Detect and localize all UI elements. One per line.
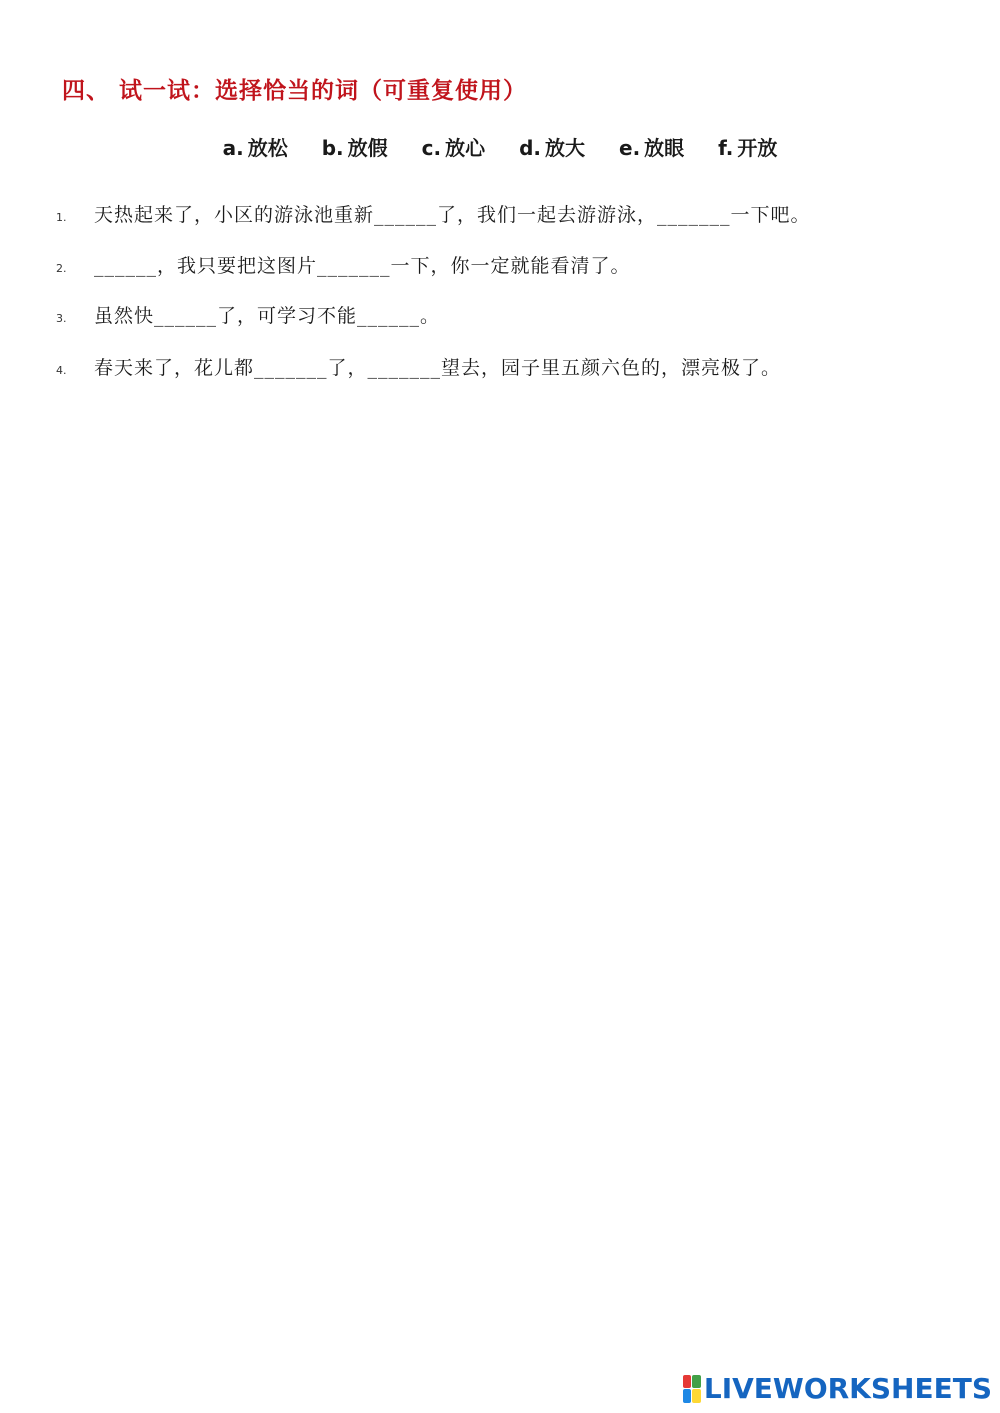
question-text: 春天来了，花儿都_______了，_______望去，园子里五颜六色的，漂亮极了。 — [94, 357, 782, 379]
question-number: 1. — [56, 211, 67, 224]
option-letter: f. — [718, 136, 734, 160]
word-option-e — [619, 132, 684, 161]
word-option-a — [223, 132, 288, 161]
question-text: 虽然快______了，可学习不能______。 — [94, 305, 441, 327]
logo-mark-icon — [683, 1375, 701, 1403]
question-2 — [56, 251, 631, 278]
question-4 — [56, 353, 781, 380]
option-word: 放松 — [247, 136, 288, 160]
word-option-c — [422, 132, 485, 161]
question-text: ______，我只要把这图片_______一下，你一定就能看清了。 — [94, 255, 631, 277]
option-word: 放眼 — [644, 136, 685, 160]
logo-text: LIVEWORKSHEETS — [703, 1372, 992, 1405]
question-number: 4. — [56, 364, 67, 377]
word-option-b — [322, 132, 388, 161]
question-1 — [56, 200, 811, 227]
question-number: 2. — [56, 262, 67, 275]
question-text: 天热起来了，小区的游泳池重新______了，我们一起去游游泳，_______一下吧。 — [94, 204, 811, 226]
word-bank — [0, 132, 1000, 161]
option-word: 放心 — [445, 136, 486, 160]
question-number: 3. — [56, 312, 67, 325]
option-letter: b. — [321, 136, 344, 160]
option-letter: d. — [519, 136, 541, 160]
section-heading: 四、 试一试：选择恰当的词（可重复使用） — [62, 77, 528, 104]
question-3 — [56, 301, 440, 328]
option-letter: e. — [619, 136, 641, 160]
option-word: 放假 — [347, 136, 388, 160]
option-letter: a. — [222, 136, 244, 160]
word-option-f — [718, 132, 777, 161]
word-option-d — [519, 132, 585, 161]
option-letter: c. — [421, 136, 442, 160]
option-word: 放大 — [545, 136, 585, 160]
option-word: 开放 — [737, 136, 778, 160]
liveworksheets-logo — [683, 1372, 992, 1405]
